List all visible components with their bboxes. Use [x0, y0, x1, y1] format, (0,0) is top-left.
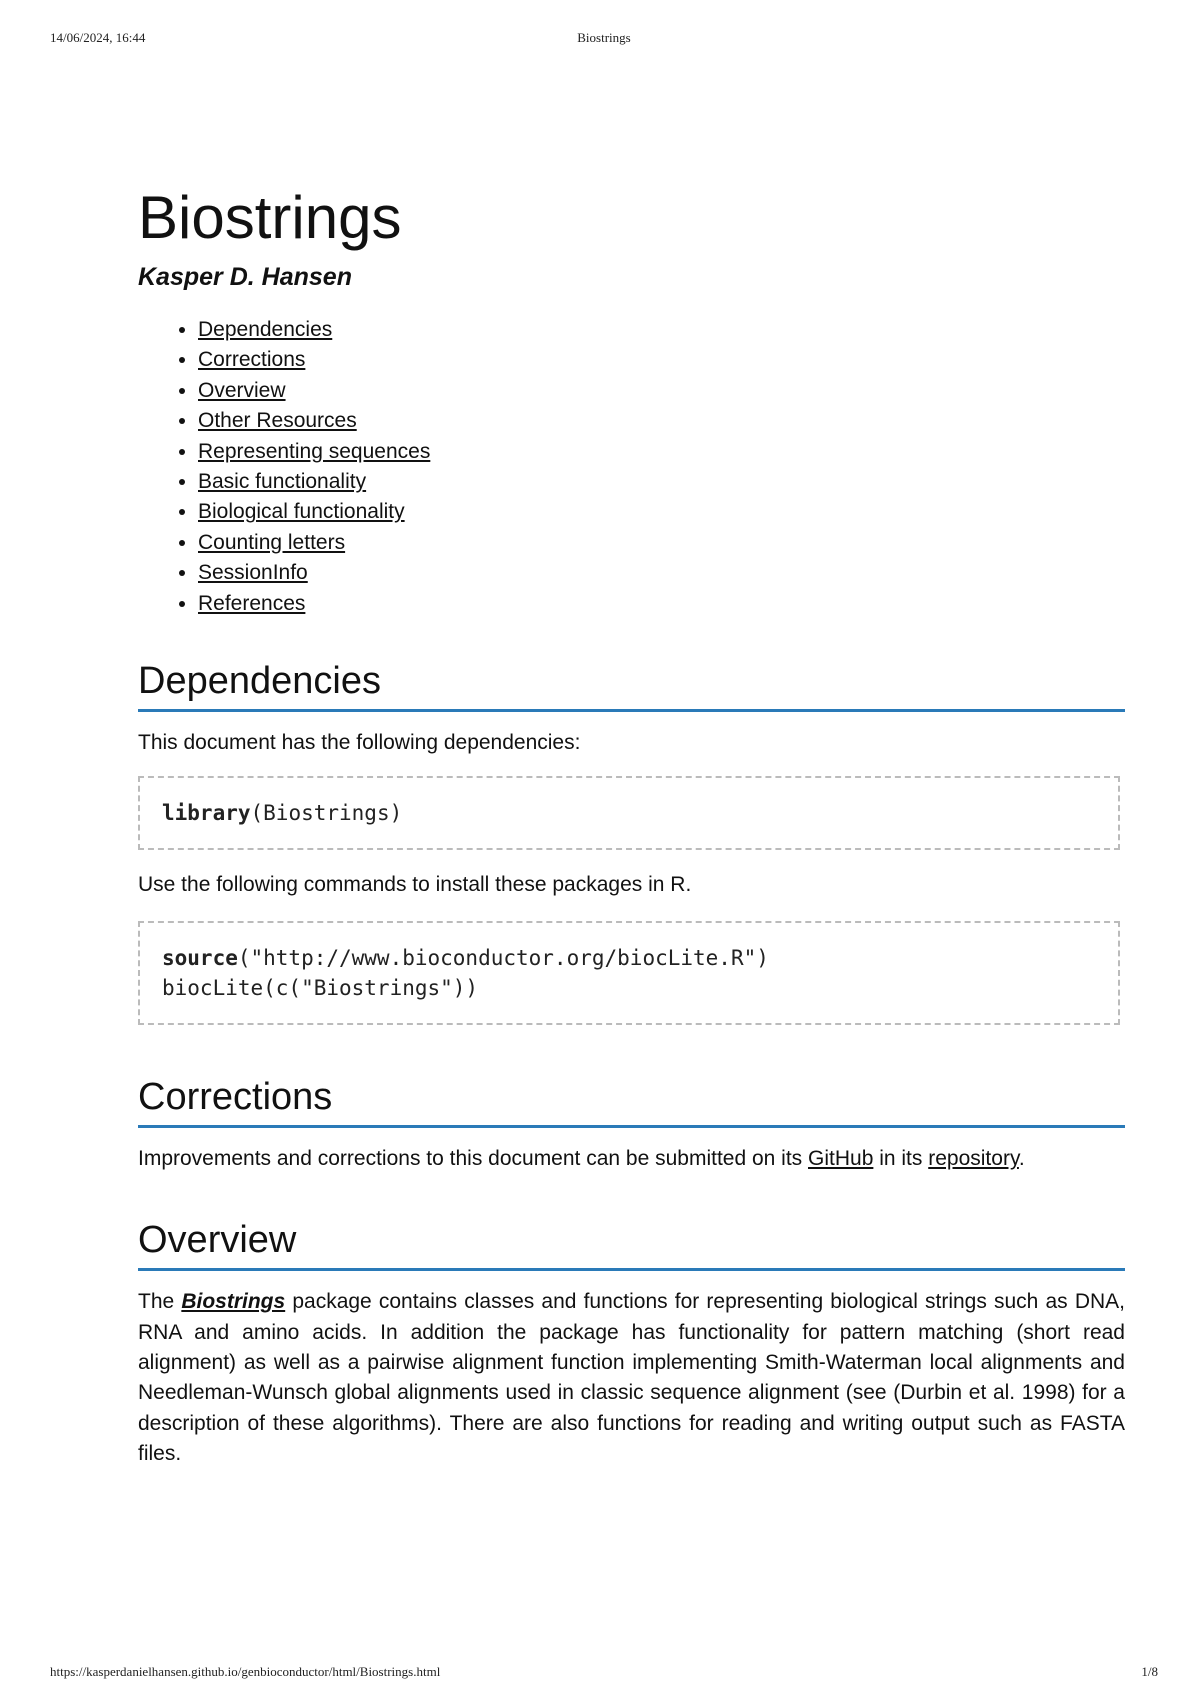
toc-link-representing-sequences[interactable]: Representing sequences [198, 439, 431, 463]
toc-link-sessioninfo[interactable]: SessionInfo [198, 561, 308, 585]
author: Kasper D. Hansen [138, 263, 352, 291]
repository-link[interactable]: repository [928, 1146, 1019, 1170]
print-header [50, 30, 1158, 48]
toc-link-dependencies[interactable]: Dependencies [198, 318, 333, 341]
page-number: 1/8 [1141, 1664, 1158, 1679]
code-keyword: library [162, 801, 251, 826]
print-footer [50, 1664, 1158, 1682]
dependencies-intro: This document has the following dependencies: [138, 730, 581, 754]
page-title: Biostrings [138, 184, 402, 251]
biostrings-package-link[interactable]: Biostrings [181, 1290, 286, 1314]
github-link[interactable]: GitHub [808, 1146, 874, 1170]
toc-item [198, 589, 1125, 619]
toc-link-overview[interactable]: Overview [198, 378, 286, 402]
toc-link-counting-letters[interactable]: Counting letters [198, 530, 346, 554]
toc-item [198, 528, 1125, 558]
toc-item [198, 497, 1125, 527]
heading-overview: Overview [138, 1216, 1125, 1271]
table-of-contents [138, 315, 1125, 619]
corrections-text: Improvements and corrections to this document can be submitted on its GitHub in its repository. [138, 1146, 1025, 1170]
code-text: (Biostrings) [250, 801, 403, 826]
toc-item [198, 406, 1125, 436]
print-title: Biostrings [577, 30, 631, 45]
toc-item [198, 376, 1125, 406]
code-text: ("http://www.bioconductor.org/biocLite.R") [237, 945, 769, 970]
overview-text: The Biostrings package contains classes and functions for representing biological strings such as DNA, RNA and amino acids. In addition the package has functionality for pattern matching (short read alignment) as well as a pairwise alignment function implementing Smith-Waterman local alignments and Needleman-Wunsch global alignments used in classic sequence alignment (see (Durbin et al. 1998) for a description of these algorithms). There are also functions for reading and writing output such as FASTA files. [138, 1290, 1126, 1466]
code-block-install [138, 921, 1120, 1025]
print-datetime: 14/06/2024, 16:44 [50, 30, 146, 45]
code-keyword: source [162, 945, 238, 970]
toc-link-biological-functionality[interactable]: Biological functionality [198, 500, 405, 524]
toc-item [198, 558, 1125, 588]
document-body [138, 178, 1125, 1470]
heading-dependencies: Dependencies [138, 657, 1125, 712]
toc-item [198, 437, 1125, 467]
print-url: https://kasperdanielhansen.github.io/genbioconductor/html/Biostrings.html [50, 1664, 441, 1679]
code-text: biocLite(c("Biostrings")) [162, 975, 479, 1000]
toc-link-references[interactable]: References [198, 591, 306, 615]
toc-item [198, 467, 1125, 497]
toc-link-corrections[interactable]: Corrections [198, 348, 306, 372]
heading-corrections: Corrections [138, 1073, 1125, 1128]
install-text: Use the following commands to install these packages in R. [138, 873, 692, 897]
toc-item [198, 345, 1125, 375]
toc-item [198, 315, 1125, 345]
code-block-library [138, 776, 1120, 850]
toc-link-basic-functionality[interactable]: Basic functionality [198, 469, 367, 493]
toc-link-other-resources[interactable]: Other Resources [198, 409, 357, 433]
